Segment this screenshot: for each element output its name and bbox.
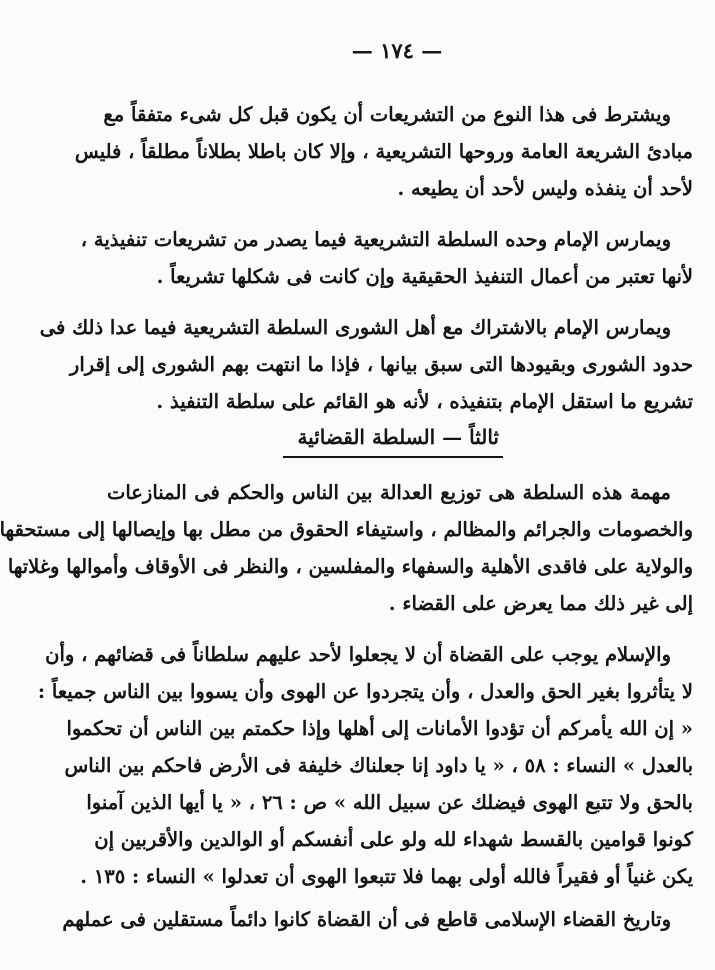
paragraph (74, 96, 693, 207)
section-heading-text: ثالثاً — السلطة القضائية (283, 420, 503, 458)
text-line: والخصومات والجرائم والمظالم ، واستيفاء الحقوق من مطل بها وإيصالها إلى مستحقها (0, 518, 693, 541)
text-line: يكن غنياً أو فقيراً فالله أولى بهما فلا تتبعوا الهوى أن تعدلوا » النساء : ١٣٥ . (80, 865, 693, 888)
text-line: ويمارس الإمام وحده السلطة التشريعية فيما يصدر من تشريعات تنفيذية ، (80, 228, 671, 251)
paragraph (37, 636, 693, 895)
text-line: ويمارس الإمام بالاشتراك مع أهل الشورى السلطة التشريعية فيما عدا ذلك فى (39, 316, 671, 339)
text-line: والولاية على فاقدى الأهلية والسفهاء والمفلسين ، والنظر فى الأوقاف وأموالها وغلاتها (7, 555, 693, 578)
text-line: بالعدل » النساء : ٥٨ ، « يا داود إنا جعلناك خليفة فى الأرض فاحكم بين الناس (64, 754, 693, 777)
paragraph (62, 901, 693, 938)
text-line: تشريع ما استقل الإمام بتنفيذه ، لأنه هو القائم على سلطة التنفيذ . (156, 390, 693, 413)
text-line: لأحد أن ينفذه وليس لأحد أن يطيعه . (397, 177, 693, 200)
text-line: مهمة هذه السلطة هى توزيع العدالة بين الناس والحكم فى المنازعات (107, 481, 671, 504)
text-line: ويشترط فى هذا النوع من التشريعات أن يكون قبل كل شىء متفقاً مع (103, 103, 671, 126)
text-line: حدود الشورى وبقيودها التى سبق بيانها ، فإذا ما انتهت بهم الشورى إلى إقرار (69, 353, 693, 376)
text-line: كونوا قوامين بالقسط شهداء لله ولو على أنفسكم أو الوالدين والأقربين إن (94, 828, 693, 851)
text-line: « إن الله يأمركم أن تؤدوا الأمانات إلى أهلها وإذا حكمتم بين الناس أن تحكموا (66, 717, 693, 740)
paragraph (39, 309, 693, 420)
text-line: والإسلام يوجب على القضاة أن لا يجعلوا لأحد عليهم سلطاناً فى قضائهم ، وأن (45, 643, 671, 666)
text-line: مبادئ الشريعة العامة وروحها التشريعية ، وإلا كان باطلا بطلاناً مطلقاً ، فليس (74, 140, 693, 163)
text-line: إلى غير ذلك مما يعرض على القضاء . (388, 592, 693, 615)
section-heading (107, 420, 693, 460)
text-line: لا يتأثروا بغير الحق والعدل ، وأن يتجردوا عن الهوى وأن يسووا بين الناس جميعاً : (37, 680, 693, 703)
paragraph (0, 474, 693, 622)
text-line: بالحق ولا تتبع الهوى فيضلك عن سبيل الله » ص : ٢٦ ، « يا أيها الذين آمنوا (86, 791, 693, 814)
paragraph (80, 221, 693, 295)
text-line: لأنها تعتبر من أعمال التنفيذ الحقيقية وإن كانت فى شكلها تشريعاً . (156, 265, 693, 288)
page-number: — ١٧٤ — (351, 38, 443, 63)
text-line: وتاريخ القضاء الإسلامى قاطع فى أن القضاة كانوا دائماً مستقلين فى عملهم (62, 908, 671, 931)
